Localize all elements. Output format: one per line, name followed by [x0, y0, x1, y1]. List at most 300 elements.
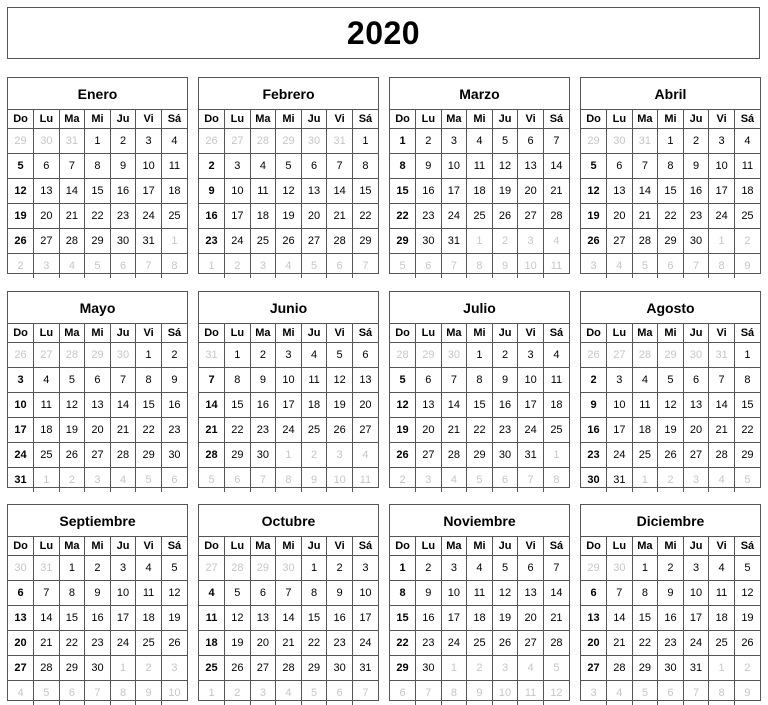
month-title: Diciembre [581, 505, 760, 537]
week-row [8, 681, 187, 705]
day-cell: 8 [390, 581, 416, 606]
week-row [581, 229, 760, 254]
day-cell: 22 [390, 204, 416, 229]
day-cell: 13 [301, 179, 327, 204]
day-cell: 3 [8, 368, 34, 393]
weekday-header: Vi [709, 324, 735, 343]
day-cell: 1 [390, 556, 416, 581]
weekday-header: Do [8, 324, 34, 343]
day-cell: 20 [416, 418, 442, 443]
day-cell: 4 [467, 129, 493, 154]
month-days-table [390, 110, 569, 278]
day-cell-adjacent-month: 28 [59, 343, 85, 368]
day-cell-adjacent-month: 4 [276, 681, 302, 705]
day-cell: 13 [85, 393, 111, 418]
day-cell: 13 [581, 606, 607, 631]
day-cell: 24 [709, 204, 735, 229]
week-row [8, 154, 187, 179]
day-cell: 27 [416, 443, 442, 468]
week-row [390, 368, 569, 393]
weekday-header: Ju [110, 324, 136, 343]
weekday-header: Mi [658, 110, 684, 129]
day-cell: 24 [683, 631, 709, 656]
day-cell: 19 [276, 204, 302, 229]
weekday-header: Ju [492, 110, 518, 129]
day-cell: 24 [136, 204, 162, 229]
day-cell: 9 [416, 154, 442, 179]
week-row [390, 393, 569, 418]
week-row [8, 581, 187, 606]
day-cell: 26 [59, 443, 85, 468]
weekday-header: Lu [34, 324, 60, 343]
day-cell-adjacent-month: 4 [59, 254, 85, 279]
day-cell: 9 [492, 368, 518, 393]
day-cell-adjacent-month: 27 [225, 129, 251, 154]
day-cell: 25 [467, 204, 493, 229]
weekday-header: Ju [492, 537, 518, 556]
day-cell-adjacent-month: 5 [136, 468, 162, 493]
day-cell: 19 [161, 606, 187, 631]
day-cell-adjacent-month: 10 [161, 681, 187, 705]
day-cell: 26 [581, 229, 607, 254]
day-cell-adjacent-month: 3 [683, 468, 709, 493]
day-cell: 12 [161, 581, 187, 606]
day-cell: 24 [441, 631, 467, 656]
day-cell-adjacent-month: 31 [199, 343, 225, 368]
day-cell-adjacent-month: 8 [467, 254, 493, 279]
day-cell: 20 [352, 393, 378, 418]
day-cell: 12 [390, 393, 416, 418]
day-cell: 22 [352, 204, 378, 229]
day-cell: 29 [658, 229, 684, 254]
day-cell-adjacent-month: 9 [734, 681, 760, 705]
day-cell-adjacent-month: 3 [581, 681, 607, 705]
day-cell: 31 [441, 229, 467, 254]
day-cell-adjacent-month: 4 [441, 468, 467, 493]
day-cell: 1 [734, 343, 760, 368]
day-cell: 18 [543, 393, 569, 418]
day-cell: 27 [85, 443, 111, 468]
day-cell-adjacent-month: 30 [8, 556, 34, 581]
day-cell: 1 [85, 129, 111, 154]
day-cell-adjacent-month: 29 [250, 556, 276, 581]
day-cell: 15 [225, 393, 251, 418]
weekday-header: Sá [734, 110, 760, 129]
day-cell: 22 [632, 631, 658, 656]
day-cell-adjacent-month: 8 [110, 681, 136, 705]
day-cell: 10 [518, 368, 544, 393]
day-cell: 26 [492, 204, 518, 229]
weekday-header: Sá [161, 537, 187, 556]
day-cell: 3 [225, 154, 251, 179]
day-cell: 9 [581, 393, 607, 418]
day-cell: 1 [352, 129, 378, 154]
day-cell: 3 [441, 129, 467, 154]
day-cell: 2 [416, 129, 442, 154]
weekday-header: Sá [352, 110, 378, 129]
day-cell: 25 [543, 418, 569, 443]
day-cell-adjacent-month: 2 [136, 656, 162, 681]
day-cell: 29 [301, 656, 327, 681]
day-cell: 28 [199, 443, 225, 468]
day-cell: 22 [59, 631, 85, 656]
day-cell-adjacent-month: 3 [518, 229, 544, 254]
day-cell: 24 [8, 443, 34, 468]
month-septiembre [7, 504, 188, 701]
day-cell: 11 [199, 606, 225, 631]
day-cell: 5 [492, 556, 518, 581]
day-cell: 31 [136, 229, 162, 254]
day-cell: 29 [632, 656, 658, 681]
day-cell: 22 [136, 418, 162, 443]
day-cell: 18 [709, 606, 735, 631]
weekday-header: Ju [683, 324, 709, 343]
day-cell: 7 [276, 581, 302, 606]
day-cell-adjacent-month: 9 [734, 254, 760, 279]
day-cell: 3 [683, 556, 709, 581]
day-cell: 31 [352, 656, 378, 681]
day-cell: 27 [518, 204, 544, 229]
week-row [199, 443, 378, 468]
day-cell-adjacent-month: 1 [709, 656, 735, 681]
day-cell: 17 [352, 606, 378, 631]
week-row [199, 606, 378, 631]
weekday-header: Vi [136, 537, 162, 556]
weekday-header: Do [390, 537, 416, 556]
day-cell-adjacent-month: 30 [607, 556, 633, 581]
day-cell: 14 [110, 393, 136, 418]
day-cell: 23 [416, 204, 442, 229]
day-cell: 10 [607, 393, 633, 418]
week-row [390, 656, 569, 681]
weekday-header: Ju [301, 110, 327, 129]
weekday-header: Do [8, 537, 34, 556]
week-row [581, 204, 760, 229]
day-cell: 27 [250, 656, 276, 681]
day-cell-adjacent-month: 3 [581, 254, 607, 279]
day-cell: 2 [250, 343, 276, 368]
day-cell: 6 [416, 368, 442, 393]
day-cell: 26 [734, 631, 760, 656]
day-cell: 29 [390, 656, 416, 681]
day-cell: 22 [658, 204, 684, 229]
day-cell-adjacent-month: 6 [161, 468, 187, 493]
day-cell: 30 [683, 229, 709, 254]
day-cell: 28 [607, 656, 633, 681]
weekday-header: Mi [276, 324, 302, 343]
day-cell: 16 [416, 179, 442, 204]
day-cell-adjacent-month: 3 [416, 468, 442, 493]
week-row [390, 418, 569, 443]
week-row [390, 254, 569, 279]
week-row [199, 681, 378, 705]
day-cell-adjacent-month: 2 [225, 254, 251, 279]
day-cell-adjacent-month: 4 [607, 254, 633, 279]
day-cell: 1 [658, 129, 684, 154]
day-cell: 2 [110, 129, 136, 154]
day-cell-adjacent-month: 7 [683, 254, 709, 279]
day-cell: 24 [225, 229, 251, 254]
weekday-header: Ju [301, 324, 327, 343]
weekday-header: Mi [276, 537, 302, 556]
day-cell: 20 [518, 606, 544, 631]
day-cell: 2 [161, 343, 187, 368]
day-cell: 4 [467, 556, 493, 581]
day-cell: 14 [276, 606, 302, 631]
day-cell-adjacent-month: 4 [709, 468, 735, 493]
day-cell: 30 [85, 656, 111, 681]
day-cell: 14 [441, 393, 467, 418]
day-cell: 17 [276, 393, 302, 418]
day-cell-adjacent-month: 6 [658, 681, 684, 705]
day-cell: 12 [492, 581, 518, 606]
week-row [581, 556, 760, 581]
week-row [199, 368, 378, 393]
day-cell: 23 [327, 631, 353, 656]
day-cell: 2 [492, 343, 518, 368]
day-cell-adjacent-month: 28 [632, 343, 658, 368]
day-cell: 15 [85, 179, 111, 204]
day-cell: 19 [492, 179, 518, 204]
day-cell: 1 [225, 343, 251, 368]
day-cell: 23 [683, 204, 709, 229]
day-cell: 23 [492, 418, 518, 443]
week-row [390, 343, 569, 368]
day-cell: 4 [199, 581, 225, 606]
day-cell: 12 [734, 581, 760, 606]
weekday-header: Do [390, 110, 416, 129]
day-cell: 7 [59, 154, 85, 179]
week-row [581, 681, 760, 705]
month-days-table [390, 324, 569, 492]
day-cell: 11 [543, 368, 569, 393]
day-cell: 10 [441, 154, 467, 179]
day-cell-adjacent-month: 30 [301, 129, 327, 154]
day-cell: 13 [34, 179, 60, 204]
day-cell: 16 [492, 393, 518, 418]
day-cell-adjacent-month: 5 [632, 681, 658, 705]
day-cell-adjacent-month: 6 [225, 468, 251, 493]
day-cell: 16 [161, 393, 187, 418]
month-days-table [8, 324, 187, 492]
day-cell: 2 [658, 556, 684, 581]
weekday-header: Sá [543, 537, 569, 556]
day-cell: 10 [709, 154, 735, 179]
month-days-table [581, 110, 760, 278]
week-row [199, 343, 378, 368]
day-cell: 19 [59, 418, 85, 443]
weekday-header: Vi [327, 537, 353, 556]
day-cell-adjacent-month: 3 [250, 254, 276, 279]
day-cell: 13 [607, 179, 633, 204]
day-cell: 4 [301, 343, 327, 368]
day-cell: 11 [467, 581, 493, 606]
day-cell: 5 [327, 343, 353, 368]
day-cell-adjacent-month: 6 [658, 254, 684, 279]
day-cell-adjacent-month: 26 [581, 343, 607, 368]
day-cell-adjacent-month: 7 [352, 681, 378, 705]
day-cell-adjacent-month: 9 [301, 468, 327, 493]
week-row [581, 581, 760, 606]
day-cell: 18 [632, 418, 658, 443]
week-row [8, 254, 187, 279]
day-cell-adjacent-month: 30 [110, 343, 136, 368]
month-title: Julio [390, 292, 569, 324]
week-row [199, 154, 378, 179]
month-diciembre [580, 504, 761, 701]
day-cell: 6 [8, 581, 34, 606]
weekday-header: Vi [327, 110, 353, 129]
week-row [199, 129, 378, 154]
day-cell: 20 [581, 631, 607, 656]
day-cell: 16 [250, 393, 276, 418]
day-cell-adjacent-month: 11 [543, 254, 569, 279]
day-cell: 27 [301, 229, 327, 254]
day-cell: 14 [199, 393, 225, 418]
weekday-header: Vi [709, 537, 735, 556]
weekday-header: Lu [225, 110, 251, 129]
weekday-header: Ma [250, 110, 276, 129]
day-cell: 3 [352, 556, 378, 581]
month-mayo [7, 291, 188, 488]
day-cell: 20 [250, 631, 276, 656]
day-cell: 9 [85, 581, 111, 606]
day-cell: 4 [632, 368, 658, 393]
day-cell: 28 [543, 204, 569, 229]
day-cell: 31 [683, 656, 709, 681]
weekday-header: Ju [110, 537, 136, 556]
week-row [581, 154, 760, 179]
day-cell: 15 [658, 179, 684, 204]
weekday-header: Mi [276, 110, 302, 129]
day-cell-adjacent-month: 27 [607, 343, 633, 368]
day-cell-adjacent-month: 3 [85, 468, 111, 493]
day-cell-adjacent-month: 29 [276, 129, 302, 154]
weekday-header: Mi [467, 324, 493, 343]
day-cell: 24 [352, 631, 378, 656]
day-cell: 28 [59, 229, 85, 254]
day-cell-adjacent-month: 31 [709, 343, 735, 368]
day-cell: 12 [581, 179, 607, 204]
weekday-header: Sá [352, 537, 378, 556]
weekday-header: Ju [683, 537, 709, 556]
weekday-header: Vi [136, 324, 162, 343]
day-cell-adjacent-month: 6 [110, 254, 136, 279]
day-cell-adjacent-month: 2 [8, 254, 34, 279]
day-cell: 22 [467, 418, 493, 443]
day-cell: 30 [416, 229, 442, 254]
week-row [199, 179, 378, 204]
day-cell: 18 [301, 393, 327, 418]
day-cell: 4 [34, 368, 60, 393]
day-cell: 13 [250, 606, 276, 631]
day-cell: 30 [327, 656, 353, 681]
day-cell: 30 [658, 656, 684, 681]
month-julio [389, 291, 570, 488]
week-row [390, 556, 569, 581]
day-cell: 28 [327, 229, 353, 254]
week-row [8, 129, 187, 154]
day-cell-adjacent-month: 2 [492, 229, 518, 254]
day-cell: 14 [543, 581, 569, 606]
month-days-table [199, 324, 378, 492]
day-cell: 20 [607, 204, 633, 229]
day-cell: 24 [607, 443, 633, 468]
weekday-header: Lu [225, 537, 251, 556]
day-cell: 10 [276, 368, 302, 393]
day-cell: 11 [136, 581, 162, 606]
weekday-header: Do [581, 324, 607, 343]
day-cell: 21 [327, 204, 353, 229]
day-cell: 28 [441, 443, 467, 468]
day-cell-adjacent-month: 8 [161, 254, 187, 279]
month-abril [580, 77, 761, 274]
day-cell-adjacent-month: 7 [352, 254, 378, 279]
day-cell: 12 [327, 368, 353, 393]
day-cell: 18 [161, 179, 187, 204]
day-cell-adjacent-month: 2 [658, 468, 684, 493]
weekday-header: Sá [352, 324, 378, 343]
day-cell: 7 [110, 368, 136, 393]
day-cell: 28 [543, 631, 569, 656]
day-cell: 11 [734, 154, 760, 179]
day-cell: 28 [110, 443, 136, 468]
day-cell: 9 [658, 581, 684, 606]
week-row [581, 631, 760, 656]
day-cell: 4 [161, 129, 187, 154]
week-row [390, 443, 569, 468]
day-cell: 19 [581, 204, 607, 229]
day-cell: 9 [416, 581, 442, 606]
day-cell: 27 [34, 229, 60, 254]
day-cell-adjacent-month: 27 [34, 343, 60, 368]
day-cell: 25 [34, 443, 60, 468]
week-row [581, 343, 760, 368]
month-days-table [581, 324, 760, 492]
week-row [390, 681, 569, 705]
day-cell-adjacent-month: 30 [683, 343, 709, 368]
day-cell: 22 [301, 631, 327, 656]
day-cell: 1 [632, 556, 658, 581]
day-cell: 27 [518, 631, 544, 656]
day-cell-adjacent-month: 4 [110, 468, 136, 493]
day-cell: 19 [734, 606, 760, 631]
day-cell: 25 [632, 443, 658, 468]
day-cell-adjacent-month: 8 [276, 468, 302, 493]
day-cell: 13 [683, 393, 709, 418]
week-row [199, 556, 378, 581]
weekday-header: Ma [250, 537, 276, 556]
day-cell-adjacent-month: 5 [199, 468, 225, 493]
day-cell: 16 [199, 204, 225, 229]
weekday-header: Mi [85, 110, 111, 129]
week-row [581, 656, 760, 681]
day-cell: 14 [543, 154, 569, 179]
day-cell-adjacent-month: 1 [276, 443, 302, 468]
weekday-header: Mi [85, 537, 111, 556]
day-cell: 28 [632, 229, 658, 254]
day-cell: 23 [416, 631, 442, 656]
day-cell: 12 [276, 179, 302, 204]
day-cell: 12 [658, 393, 684, 418]
day-cell-adjacent-month: 2 [734, 229, 760, 254]
day-cell-adjacent-month: 5 [34, 681, 60, 705]
day-cell: 21 [543, 179, 569, 204]
day-cell: 19 [327, 393, 353, 418]
day-cell: 25 [734, 204, 760, 229]
weekday-header: Ma [59, 324, 85, 343]
day-cell: 14 [607, 606, 633, 631]
